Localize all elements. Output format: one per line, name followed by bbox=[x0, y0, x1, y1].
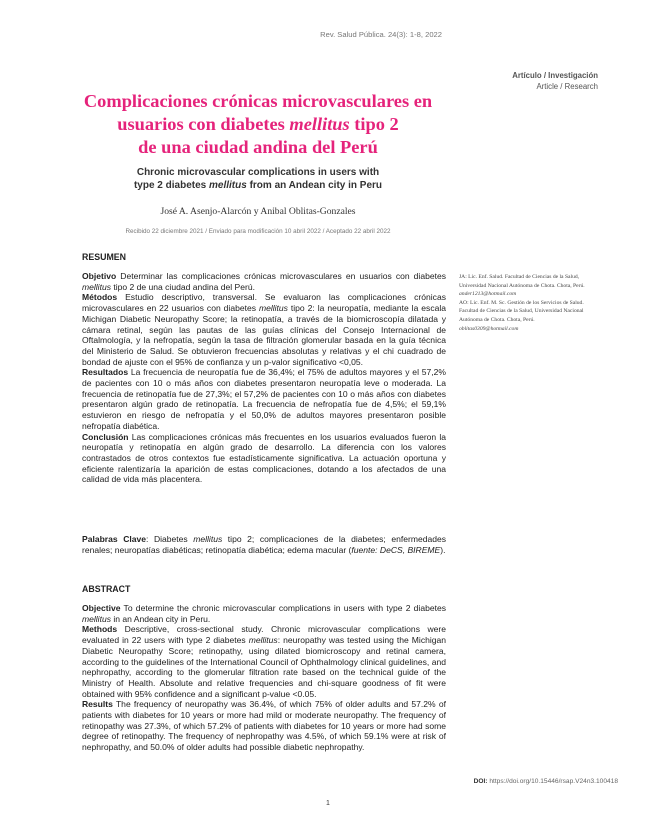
article-title bbox=[70, 90, 446, 159]
affiliation-ao: AO: Lic. Enf. M. Sc. Gestión de los Servicios de Salud. Facultad de Ciencias de la Salud, Universidad Nacional Autónoma de Chota. Chota, Perú. bbox=[459, 299, 584, 323]
keywords: Palabras Clave: Diabetes mellitus tipo 2; complicaciones de la diabetes; enfermedades renales; neuropatías diabéticas; retinopatía diabética; edema macular (fuente: DeCS, BIREME). bbox=[82, 534, 446, 555]
resumen-resultados: Resultados La frecuencia de neuropatía fue de 36,4%; el 75% de adultos mayores y el 57,2% de pacientes con 10 o más años con diabetes presentaron neuropatía leve o moderada. La frecuencia de retinopatía fue de 27,3%; el 57,2% de pacientes con 10 o más años con diabetes presentaron algún grado de retinopatía. La frecuencia de nefropatía fue de 4,5%; el 59,1% estuvieron en riesgo de nefropatía y el 50,0% de adultos mayores presentaron posible nefropatía diabética. bbox=[82, 367, 446, 431]
abstract-methods: Methods Descriptive, cross-sectional study. Chronic microvascular complications were evaluated in 22 users with type 2 diabetes mellitus: neuropathy was tested using the Michigan Diabetic Neuropathy Score; retinopathy, using dilated biomicroscopy and retinal camera, according to the guidelines of the International Council of Ophthalmology clinical guidelines, and nephropathy, according to the glomerular filtration rate based on the technical guide of the Ministry of Health. Absolute and relative frequencies and chi-square goodness of fit were obtained with 95% confidence and a significant p-value <0.05. bbox=[82, 624, 446, 699]
abstract-results: Results The frequency of neuropathy was 36.4%, of which 75% of older adults and 57.2% of patients with diabetes for 10 years or more had mild or moderate neuropathy. The frequency of retinopathy was 27.3%, of which 57.2% of patients with diabetes for 10 years or more had some degree of retinopathy. The frequency of nephropathy was 4.5%, of which 59.1% were at risk of nephropathy, and 50.0% of older adults had possible diabetic nephropathy. bbox=[82, 699, 446, 753]
abstract-heading: ABSTRACT bbox=[82, 584, 131, 594]
article-type-en: Article / Research bbox=[536, 82, 598, 91]
abstract-body bbox=[82, 603, 446, 753]
affiliation-ja: JA: Lic. Enf. Salud. Facultad de Ciencias de la Salud, Universidad Nacional Autónoma de Chota. Chota, Perú. bbox=[459, 274, 585, 289]
resumen-body bbox=[82, 271, 446, 485]
abstract-objective: Objective To determine the chronic microvascular complications in users with type 2 diabetes mellitus in an Andean city in Peru. bbox=[82, 603, 446, 624]
email-ao[interactable]: oblitas0309@hotmail.com bbox=[459, 325, 519, 332]
email-ja[interactable]: ander1213@hotmail.com bbox=[459, 291, 517, 298]
doi-line bbox=[440, 778, 618, 785]
submission-dates: Recibido 22 diciembre 2021 / Enviado para modificación 10 abril 2022 / Aceptado 22 abril 2022 bbox=[125, 228, 391, 235]
article-subtitle bbox=[100, 166, 416, 192]
article-type-es: Artículo / Investigación bbox=[512, 71, 598, 80]
resumen-metodos: Métodos Estudio descriptivo, transversal. Se evaluaron las complicaciones crónicas microvasculares en 22 usuarios con diabetes mellitus tipo 2: la neuropatía, mediante la escala Michigan Diabetic Neuropathy Score; la retinopatía, a través de la biomicroscopía dilatada y cámara retinal, según las pautas de las guías clínicas del Consejo Internacional de Oftalmología, y la nefropatía, según la tasa de filtración glomerular basada en la guía técnica del Ministerio de Salud. Se obtuvieron frecuencias absolutas y relativas y el chi cuadrado de bondad de ajuste con el 95% de confianza y un p-valor significativo <0,05. bbox=[82, 292, 447, 367]
article-type bbox=[470, 70, 598, 92]
journal-reference: Rev. Salud Pública. 24(3): 1-8, 2022 bbox=[320, 30, 442, 39]
doi-label: DOI: bbox=[473, 778, 488, 785]
title-line-2: usuarios con diabetes mellitus tipo 2 bbox=[117, 114, 399, 134]
subtitle-line-2: type 2 diabetes mellitus from an Andean city in Peru bbox=[133, 180, 383, 191]
resumen-heading: RESUMEN bbox=[82, 252, 126, 262]
authors: José A. Asenjo-Alarcón y Anibal Oblitas-Gonzales bbox=[160, 206, 356, 217]
resumen-objetivo: Objetivo Determinar las complicaciones crónicas microvasculares en usuarios con diabetes mellitus tipo 2 de una ciudad andina del Perú. bbox=[82, 271, 446, 292]
title-line-1: Complicaciones crónicas microvasculares en bbox=[83, 91, 433, 111]
resumen-conclusion: Conclusión Las complicaciones crónicas más frecuentes en los usuarios evaluados fueron la neuropatía y retinopatía en algún grado de desarrollo. La diferencia con los valores contrastados de otros contextos fue estadísticamente significativa. La actuación oportuna y eficiente ralentizaría la aparición de estas complicaciones, dotando a los afectados de una calidad de vida más placentera. bbox=[82, 431, 446, 485]
subtitle-line-1: Chronic microvascular complications in users with bbox=[136, 167, 380, 178]
page-number: 1 bbox=[326, 800, 330, 807]
author-affiliations bbox=[459, 273, 599, 333]
doi-link[interactable]: https://doi.org/10.15446/rsap.V24n3.100418 bbox=[487, 778, 618, 785]
title-line-3: de una ciudad andina del Perú bbox=[138, 137, 378, 157]
